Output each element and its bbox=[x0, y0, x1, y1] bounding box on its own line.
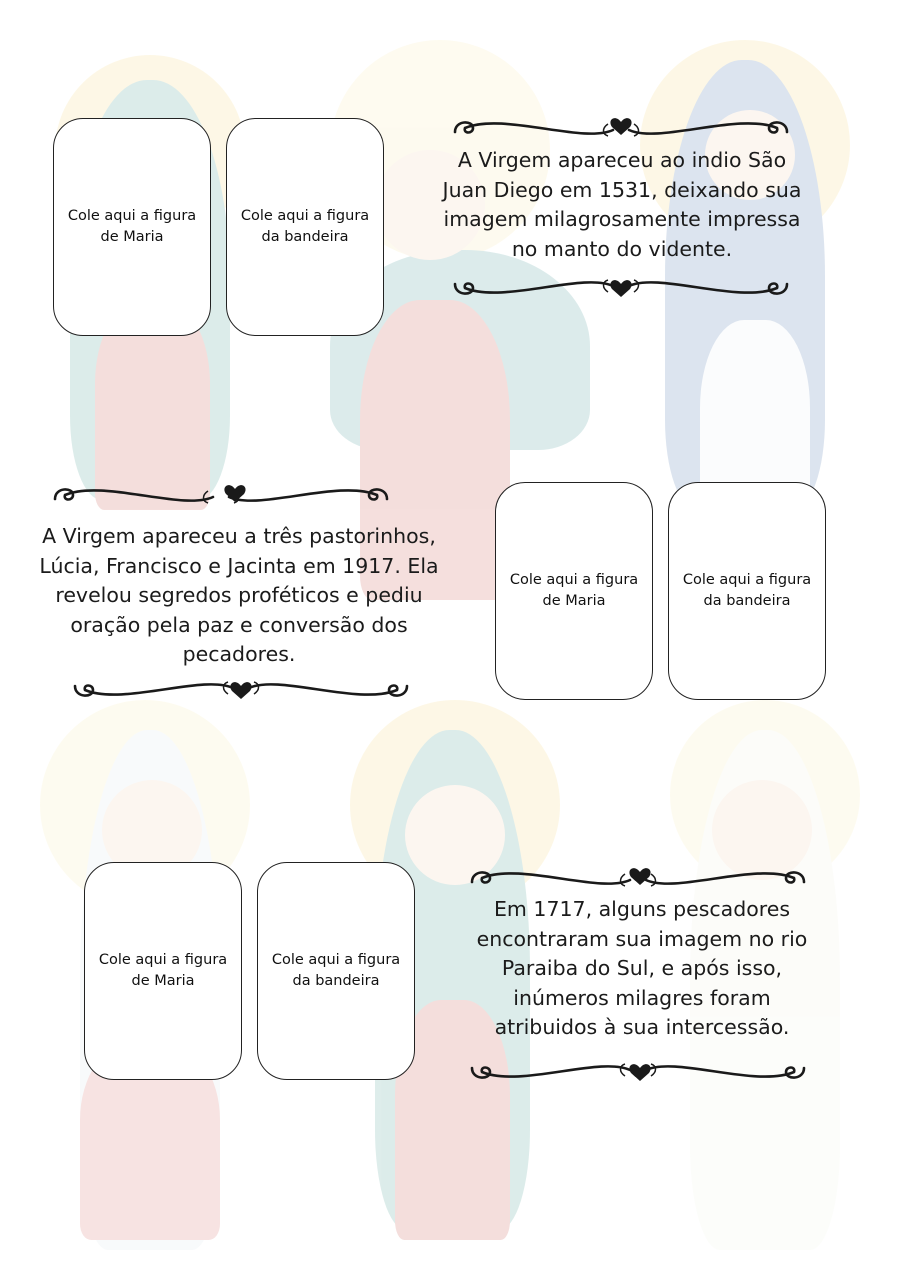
ornament-divider-bottom bbox=[443, 268, 803, 302]
card-label: Cole aqui a figura da bandeira bbox=[682, 572, 812, 609]
ornament-divider-top bbox=[443, 114, 803, 144]
paste-card-maria bbox=[84, 862, 242, 1080]
card-label: Cole aqui a figura da bandeira bbox=[271, 952, 401, 989]
paste-card-maria bbox=[495, 482, 653, 700]
section-text: Em 1717, alguns pescadores encontraram sua imagem no rio Paraiba do Sul, e após isso, inúmeros milagres foram atribuidos à sua intercessão. bbox=[476, 897, 808, 1039]
heart-icon bbox=[230, 682, 251, 699]
card-label: Cole aqui a figura de Maria bbox=[98, 952, 228, 989]
heart-icon bbox=[629, 1064, 650, 1081]
paste-card-flag bbox=[226, 118, 384, 336]
ornament-divider-top bbox=[43, 481, 403, 511]
paste-card-maria bbox=[53, 118, 211, 336]
card-label: Cole aqui a figura da bandeira bbox=[240, 208, 370, 245]
ornament-divider-bottom bbox=[460, 1052, 820, 1086]
paste-card-flag bbox=[257, 862, 415, 1080]
ornament-divider-top bbox=[460, 864, 820, 894]
card-label: Cole aqui a figura de Maria bbox=[67, 208, 197, 245]
card-label: Cole aqui a figura de Maria bbox=[509, 572, 639, 609]
section-text: A Virgem apareceu ao indio São Juan Diego em 1531, deixando sua imagem milagrosamente impressa no manto do vidente. bbox=[442, 148, 802, 261]
heart-icon bbox=[629, 868, 650, 885]
paste-card-flag bbox=[668, 482, 826, 700]
heart-icon bbox=[610, 118, 631, 135]
ornament-divider-bottom bbox=[43, 670, 443, 704]
section-text: A Virgem apareceu a três pastorinhos, Lúcia, Francisco e Jacinta em 1917. Ela revelou segredos proféticos e pediu oração pela paz e conversão dos pecadores. bbox=[39, 524, 439, 666]
heart-icon bbox=[610, 280, 631, 297]
